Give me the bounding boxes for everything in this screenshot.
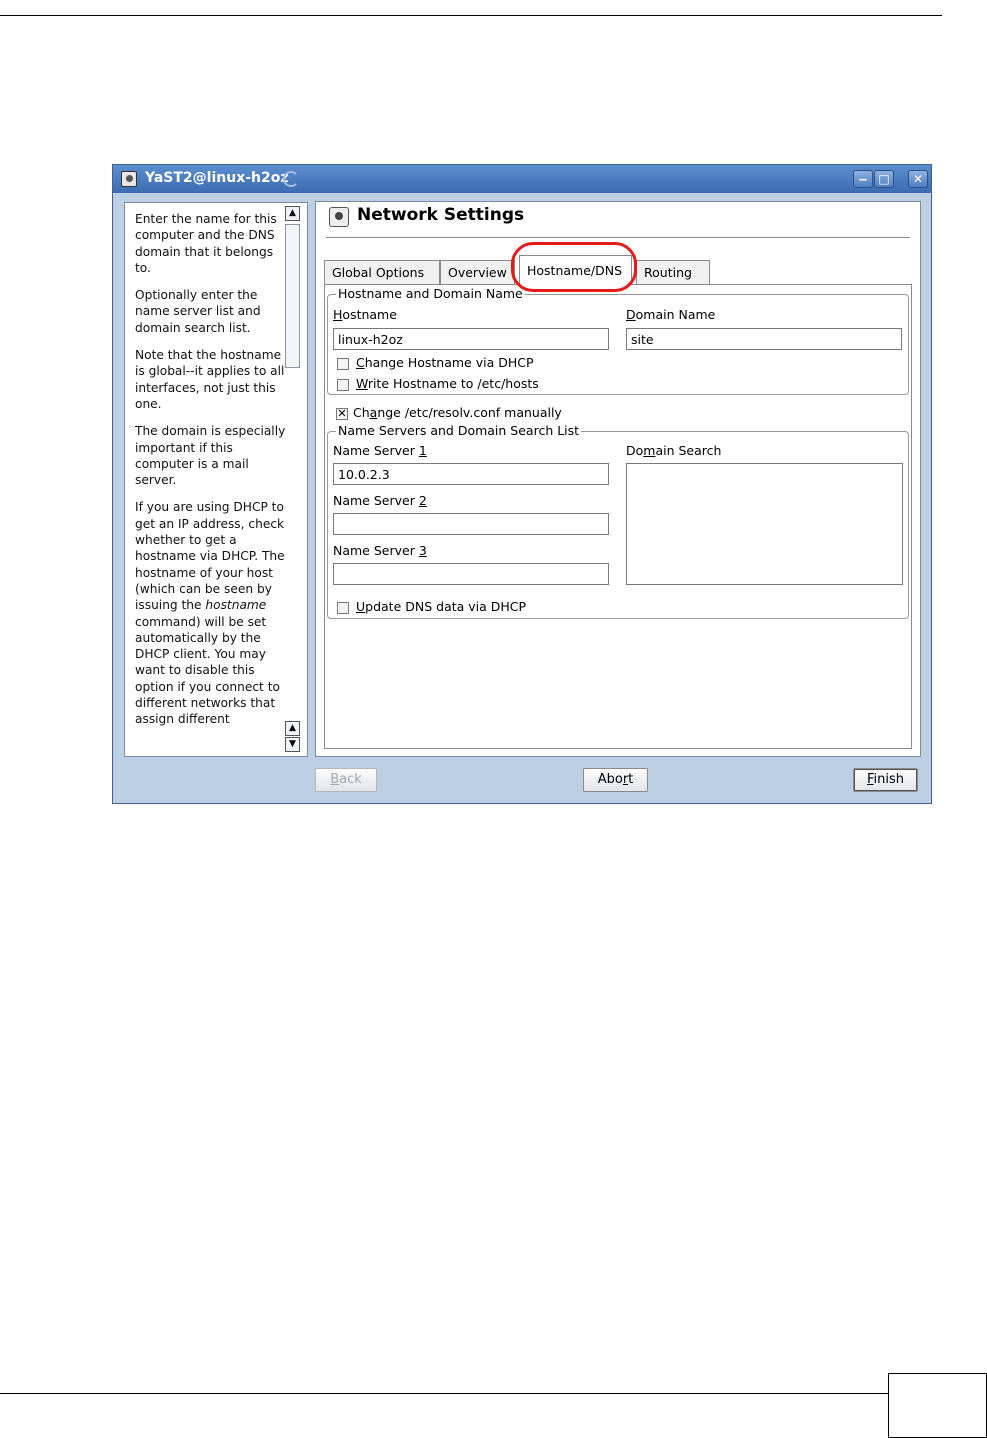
name-server-3-label: Name Server 3 [333, 543, 427, 558]
change-hostname-dhcp-label[interactable]: Change Hostname via DHCP [356, 355, 534, 370]
hostname-label: Hostname [333, 307, 397, 322]
scroll-down-arrow-icon[interactable]: ▼ [285, 737, 300, 752]
network-settings-icon [329, 207, 349, 227]
window-titlebar[interactable] [113, 165, 931, 193]
tab-content [324, 284, 912, 749]
change-hostname-dhcp-checkbox[interactable] [337, 358, 349, 370]
minimize-button[interactable]: ‒ [853, 170, 873, 188]
window-title: YaST2@linux-h2oz [145, 170, 289, 186]
help-scrollbar[interactable] [285, 206, 302, 754]
scroll-track[interactable] [285, 372, 300, 717]
page-number-box [888, 1373, 987, 1438]
name-servers-group-title: Name Servers and Domain Search List [338, 423, 580, 438]
hostname-domain-group [327, 286, 909, 395]
name-server-2-label: Name Server 2 [333, 493, 427, 508]
scroll-up-arrow-icon-bottom[interactable]: ▲ [285, 721, 300, 736]
domain-search-label: Domain Search [626, 443, 722, 458]
name-server-2-input[interactable] [333, 513, 609, 535]
tab-overview[interactable]: Overview [440, 260, 515, 284]
main-panel [315, 201, 921, 757]
abort-button[interactable]: Abort [583, 768, 648, 792]
help-p5-command: hostname [205, 598, 267, 613]
tab-routing[interactable]: Routing [636, 260, 710, 284]
help-pane[interactable] [124, 202, 308, 757]
page-title: Network Settings [357, 205, 525, 225]
hostname-group-title: Hostname and Domain Name [338, 286, 523, 301]
change-resolv-conf-checkbox[interactable]: ✕ [337, 407, 347, 420]
maximize-button[interactable]: □ [874, 170, 894, 188]
close-button[interactable]: ✕ [908, 170, 928, 188]
help-paragraph-1: Enter the name for this computer and the DNS domain that it belongs to. [135, 212, 277, 275]
write-hostname-hosts-label[interactable]: Write Hostname to /etc/hosts [356, 376, 539, 391]
finish-button[interactable]: Finish [853, 768, 918, 792]
yast-app-icon [121, 171, 137, 187]
write-hostname-hosts-checkbox[interactable] [337, 379, 349, 391]
help-p5-text: If you are using DHCP to get an IP address, check whether to get a hostname via DHCP. The hostname of your host (which can be seen by issuing the [135, 500, 285, 613]
help-paragraph-5 [135, 499, 287, 727]
name-server-3-input[interactable] [333, 563, 609, 585]
name-servers-group [327, 423, 909, 619]
scroll-thumb[interactable] [285, 224, 300, 368]
change-resolv-conf-label[interactable]: Change /etc/resolv.conf manually [353, 405, 562, 420]
domain-search-list[interactable] [626, 463, 903, 585]
tab-highlight-circle [511, 242, 637, 292]
help-p5-text-end: command) will be set automatically by the DHCP client. You may want to disable this option if you connect to different networks that assign different [135, 614, 280, 727]
tab-hostname-dns[interactable]: Hostname/DNS [519, 255, 632, 285]
update-dns-dhcp-checkbox[interactable] [337, 602, 349, 614]
name-server-1-label: Name Server 1 [333, 443, 427, 458]
help-paragraph-4: The domain is especially important if this computer is a mail server. [135, 424, 286, 488]
domain-name-input[interactable] [626, 328, 902, 350]
help-paragraph-2: Optionally enter the name server list and domain search list. [135, 288, 261, 335]
help-text [135, 211, 287, 739]
domain-name-label: Domain Name [626, 307, 716, 322]
help-paragraph-3: Note that the hostname is global--it applies to all interfaces, not just this one. [135, 348, 285, 411]
swirl-icon [283, 171, 299, 187]
update-dns-dhcp-label[interactable]: Update DNS data via DHCP [356, 599, 527, 614]
title-divider [326, 237, 910, 238]
yast-window [112, 164, 932, 804]
scroll-up-arrow-icon[interactable]: ▲ [285, 206, 300, 221]
tab-global-options[interactable]: Global Options [324, 260, 440, 284]
back-button[interactable]: Back [315, 768, 377, 792]
page-top-rule [0, 15, 942, 16]
page-bottom-rule [0, 1393, 888, 1394]
name-server-1-input[interactable] [333, 463, 609, 485]
hostname-input[interactable] [333, 328, 609, 350]
